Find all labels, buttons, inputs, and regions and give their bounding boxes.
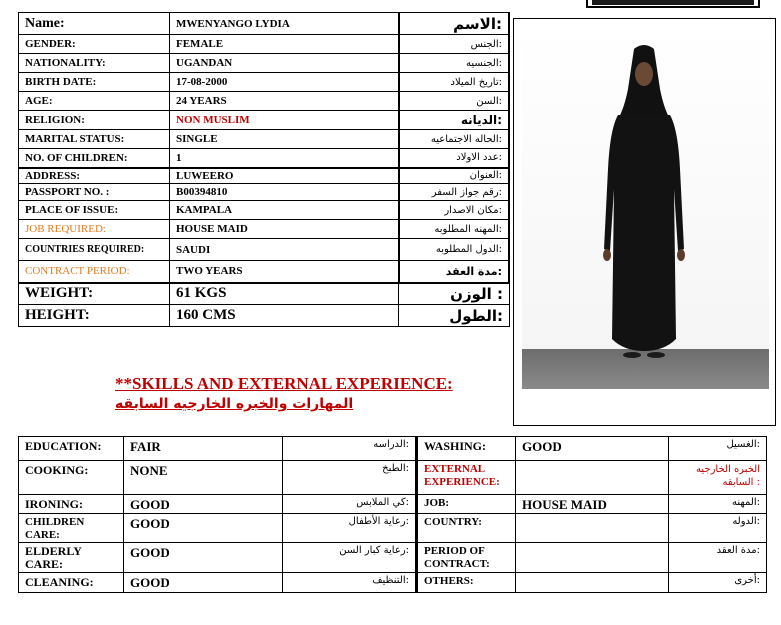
row-weight [19, 283, 510, 305]
skills-row-3 [19, 495, 767, 514]
name-value: MWENYANGO LYDIA [170, 13, 400, 35]
country-label: COUNTRY: [417, 514, 516, 543]
skills-row-1 [19, 437, 767, 461]
birth-date-value: 17-08-2000 [170, 73, 400, 92]
previous-photo-edge [586, 0, 760, 8]
height-label: HEIGHT: [19, 305, 170, 327]
washing-ar: الغسيل: [669, 437, 767, 461]
children-care-label: CHILDREN CARE: [19, 514, 124, 543]
country-ar: الدوله: [669, 514, 767, 543]
education-value: FAIR [124, 437, 283, 461]
countries-label: COUNTRIES REQUIRED: [19, 239, 170, 261]
job-value: HOUSE MAID [170, 220, 400, 239]
height-ar: الطول: [399, 305, 510, 327]
row-nationality [19, 54, 510, 73]
countries-value: SAUDI [170, 239, 400, 261]
age-value: 24 YEARS [170, 92, 400, 111]
religion-ar: الديانه: [399, 111, 509, 130]
issue-place-value: KAMPALA [170, 201, 400, 220]
elderly-care-ar: رعاية كبار السن: [283, 543, 417, 573]
exp-job-value: HOUSE MAID [516, 495, 669, 514]
job-ar: المهنه المطلوبه: [399, 220, 509, 239]
row-issue-place [19, 201, 510, 220]
washing-label: WASHING: [417, 437, 516, 461]
row-age [19, 92, 510, 111]
age-label: AGE: [19, 92, 170, 111]
job-label: JOB REQUIRED: [19, 220, 170, 239]
row-religion [19, 111, 510, 130]
gender-ar: الجنس: [399, 35, 509, 54]
skills-row-6 [19, 573, 767, 593]
skills-heading-arabic: المهارات والخبره الخارجيه السابقه [115, 396, 354, 412]
address-ar: العنوان: [399, 168, 509, 184]
passport-label: PASSPORT NO. : [19, 184, 170, 201]
elderly-care-value: GOOD [124, 543, 283, 573]
education-label: EDUCATION: [19, 437, 124, 461]
countries-ar: الدول المطلوبه: [399, 239, 509, 261]
skills-table [18, 436, 767, 593]
children-value: 1 [170, 149, 400, 168]
row-passport [19, 184, 510, 201]
issue-place-ar: مكان الاصدار: [399, 201, 509, 220]
exp-job-label: JOB: [417, 495, 516, 514]
row-children [19, 149, 510, 168]
issue-place-label: PLACE OF ISSUE: [19, 201, 170, 220]
others-label: OTHERS: [417, 573, 516, 593]
children-ar: عدد الاولاد: [399, 149, 509, 168]
ironing-label: IRONING: [19, 495, 124, 514]
skills-heading: **SKILLS AND EXTERNAL EXPERIENCE: [115, 374, 453, 393]
skills-row-4 [19, 514, 767, 543]
weight-value: 61 KGS [170, 283, 399, 305]
ironing-ar: كي الملابس: [283, 495, 417, 514]
nationality-ar: الجنسيه: [399, 54, 509, 73]
nationality-label: NATIONALITY: [19, 54, 170, 73]
external-ar: الخبره الخارجيه السابقه : [669, 461, 767, 495]
exp-job-ar: المهنه: [669, 495, 767, 514]
marital-ar: الحاله الاجتماعيه: [399, 130, 509, 149]
name-ar: الاسم: [399, 13, 509, 35]
ironing-value: GOOD [124, 495, 283, 514]
washing-value: GOOD [516, 437, 669, 461]
religion-value: NON MUSLIM [170, 111, 400, 130]
cleaning-label: CLEANING: [19, 573, 124, 593]
row-height [19, 305, 510, 327]
birth-date-label: BIRTH DATE: [19, 73, 170, 92]
height-value: 160 CMS [170, 305, 399, 327]
birth-date-ar: تاريخ الميلاد: [399, 73, 509, 92]
row-name [19, 13, 510, 35]
weight-label: WEIGHT: [19, 283, 170, 305]
cooking-ar: الطبخ: [283, 461, 417, 495]
cleaning-value: GOOD [124, 573, 283, 593]
candidate-photo-frame [513, 18, 776, 426]
contract-label: CONTRACT PERIOD: [19, 261, 170, 283]
cooking-label: COOKING: [19, 461, 124, 495]
cleaning-ar: التنظيف: [283, 573, 417, 593]
weight-ar: الوزن : [399, 283, 510, 305]
row-address [19, 168, 510, 184]
religion-label: RELIGION: [19, 111, 170, 130]
period-ar: مدة العقد: [669, 543, 767, 573]
row-birth-date [19, 73, 510, 92]
row-marital [19, 130, 510, 149]
period-label: PERIOD OF CONTRACT: [417, 543, 516, 573]
marital-value: SINGLE [170, 130, 400, 149]
address-value: LUWEERO [170, 168, 400, 184]
contract-value: TWO YEARS [170, 261, 400, 283]
row-job [19, 220, 510, 239]
education-ar: الدراسه: [283, 437, 417, 461]
nationality-value: UGANDAN [170, 54, 400, 73]
address-label: ADDRESS: [19, 168, 170, 184]
children-care-ar: رعاية الأطفال: [283, 514, 417, 543]
elderly-care-label: ELDERLY CARE: [19, 543, 124, 573]
measurements-table [18, 282, 510, 327]
row-contract [19, 261, 510, 283]
passport-value: B00394810 [170, 184, 400, 201]
external-label: EXTERNAL EXPERIENCE: [417, 461, 516, 495]
country-value [516, 514, 669, 543]
contract-ar: مدة العقد: [399, 261, 509, 283]
passport-ar: رقم جواز السفر: [399, 184, 509, 201]
others-ar: أخرى: [669, 573, 767, 593]
name-label: Name: [19, 13, 170, 35]
row-countries [19, 239, 510, 261]
children-care-value: GOOD [124, 514, 283, 543]
period-value [516, 543, 669, 573]
cooking-value: NONE [124, 461, 283, 495]
others-value [516, 573, 669, 593]
gender-label: GENDER: [19, 35, 170, 54]
row-gender [19, 35, 510, 54]
age-ar: السن: [399, 92, 509, 111]
gender-value: FEMALE [170, 35, 400, 54]
skills-row-5 [19, 543, 767, 573]
children-label: NO. OF CHILDREN: [19, 149, 170, 168]
marital-label: MARITAL STATUS: [19, 130, 170, 149]
skills-row-2 [19, 461, 767, 495]
candidate-photo [514, 19, 775, 425]
external-value [516, 461, 669, 495]
personal-info-table [18, 12, 510, 284]
